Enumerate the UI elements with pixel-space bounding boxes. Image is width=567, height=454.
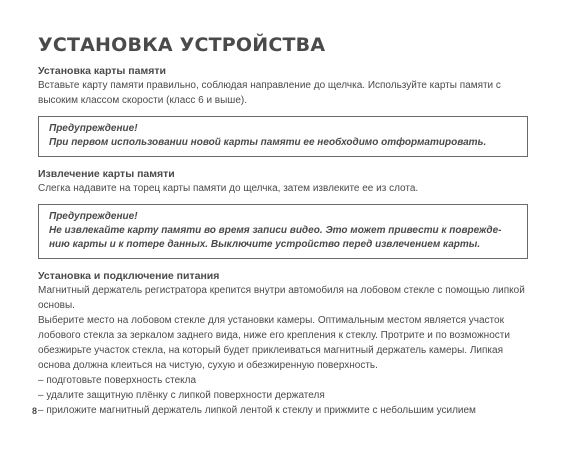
- section-paragraph: Магнитный держатель регистратора крепится внутри автомобиля на лобовом стекле с помощью липкой основы.: [38, 285, 525, 311]
- section-paragraph: Выберите место на лобовом стекле для установки камеры. Оптимальным местом является участок лобового стекла за зеркалом заднего вида, ниже его крепления к стеклу. Протрите и по возможности обезжирьте участок стекла, на который будет приклеиваться магнитный держатель камеры. Липкая основа должна клеиться на чистую, сухую и обезжиренную поверхность.: [38, 315, 510, 371]
- warning-title: Предупреждение!: [49, 211, 138, 222]
- section-heading: Установка карты памяти: [38, 65, 166, 77]
- warning-title: Предупреждение!: [49, 123, 138, 134]
- section-power-install: [38, 269, 528, 418]
- section-heading: Извлечение карты памяти: [38, 168, 175, 180]
- warning-text: При первом использовании новой карты памяти ее необходимо отформатировать.: [49, 137, 487, 148]
- warning-text: Не извлекайте карту памяти во время записи видео. Это может привести к поврежде-нию карты и к потере данных. Выключите устройство перед извлечением карты.: [49, 225, 502, 250]
- warning-box-eject: [38, 204, 528, 259]
- page-number: 8: [32, 406, 38, 416]
- section-text: Слегка надавите на торец карты памяти до щелчка, затем извлеките ее из слота.: [38, 183, 419, 194]
- page-content: [38, 34, 528, 418]
- page-title: УСТАНОВКА УСТРОЙСТВА: [38, 34, 326, 56]
- list-item: – удалите защитную плёнку с липкой поверхности держателя: [38, 390, 325, 401]
- list-item: – подготовьте поверхность стекла: [38, 375, 197, 386]
- section-memory-card-eject: [38, 167, 528, 196]
- warning-box-format: [38, 116, 528, 157]
- list-item: – приложите магнитный держатель липкой лентой к стеклу и прижмите с небольшим усилием: [38, 405, 476, 416]
- steps-list: [38, 373, 528, 418]
- section-memory-card-install: [38, 64, 528, 108]
- section-heading: Установка и подключение питания: [38, 270, 220, 282]
- section-text: Вставьте карту памяти правильно, соблюдая направление до щелчка. Используйте карты памяти с высоким классом скорости (класс 6 и выше).: [38, 80, 501, 106]
